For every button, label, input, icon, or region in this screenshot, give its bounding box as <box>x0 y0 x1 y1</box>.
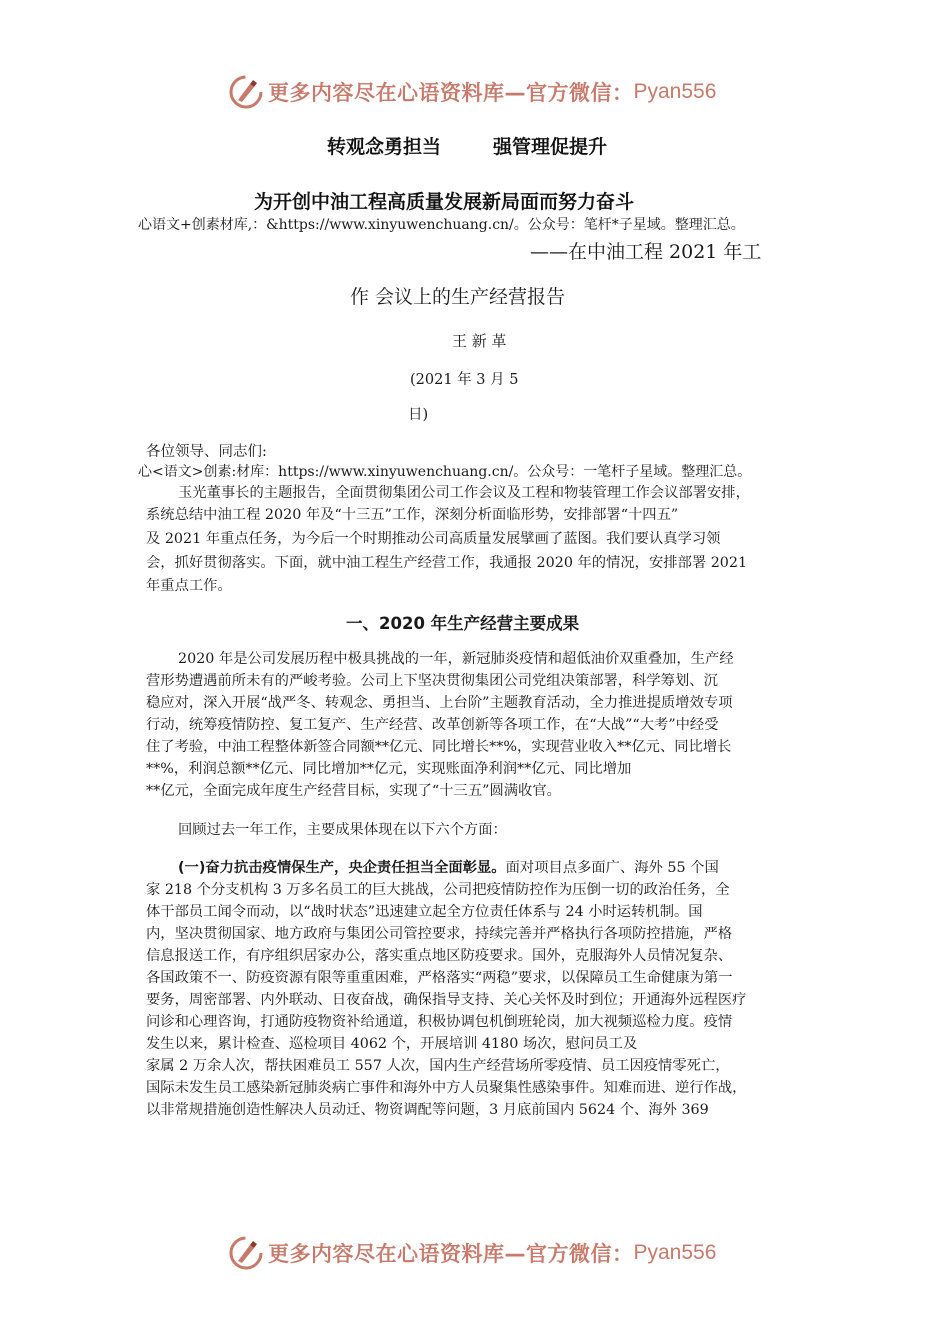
p1-line: **%，利润总额**亿元、同比增加**亿元，实现账面净利润**亿元、同比增加 <box>146 761 632 777</box>
p3-line: 问诊和心理咨询，打通防疫物资补给通道，积极协调包机倒班轮岗，加大视频巡检力度。疫情 <box>146 1014 733 1030</box>
title-line1-left: 转观念勇担当 <box>327 136 442 158</box>
p1-line: 2020 年是公司发展历程中极具挑战的一年，新冠肺炎疫情和超低油价双重叠加，生产经 <box>178 651 734 667</box>
intro-line: 年重点工作。 <box>146 578 232 594</box>
intro-line: 会，抓好贯彻落实。下面，就中油工程生产经营工作，我通报 2020 年的情况，安排部署 2021 <box>146 555 748 571</box>
p1-line: **亿元，全面完成年度生产经营目标，实现了“十三五”圆满收官。 <box>146 783 561 799</box>
watermark-line-1: 心语文+创素材库,：&https://www.xinyuwenchuang.cn/。公众号：笔杆*子星域。整理汇总。 <box>138 217 745 233</box>
intro-line: 及 2021 年重点任务，为今后一个时期推动公司高质量发展擘画了蓝图。我们要认真学习领 <box>146 531 721 547</box>
p2-review: 回顾过去一年工作，主要成果体现在以下六个方面： <box>178 822 507 838</box>
p3-line: 各国政策不一、防疫资源有限等重重困难，严格落实“两稳”要求，以保障员工生命健康为第一 <box>146 970 733 986</box>
intro-line: 系统总结中油工程 2020 年及“十三五”工作，深刻分析面临形势，安排部署“十四五” <box>146 507 679 523</box>
p3-line: 信息报送工作，有序组织居家办公，落实重点地区防疫要求。国外，克服海外人员情况复杂、 <box>146 948 733 964</box>
date-part-b: 日) <box>408 407 429 423</box>
p3-first-rest: 面对项目点多面广、海外 55 个国 <box>505 860 719 876</box>
p3-line: 国际未发生员工感染新冠肺炎病亡事件和海外中方人员聚集性感染事件。知难而进、逆行作战， <box>146 1080 747 1096</box>
subtitle-part-b: 作 会议上的生产经营报告 <box>350 286 566 308</box>
title-line2: 为开创中油工程高质量发展新局面而努力奋斗 <box>254 191 635 213</box>
footer-banner <box>228 1233 728 1273</box>
subtitle-part-a: ——在中油工程 2021 年工 <box>530 241 762 263</box>
intro-line: 玉光董事长的主题报告，全面贯彻集团公司工作会议及工程和物装管理工作会议部署安排， <box>178 485 750 501</box>
p3-line: 以非常规措施创造性解决人员动迁、物资调配等问题，3 月底前国内 5624 个、海外 369 <box>146 1102 709 1118</box>
banner-wechat-id: Pyan556 <box>633 1241 717 1264</box>
section-heading-1: 一、2020 年生产经营主要成果 <box>346 614 580 633</box>
p3-line: 家 218 个分支机构 3 万多名员工的巨大挑战，公司把疫情防控作为压倒一切的政治任务，全 <box>146 882 730 898</box>
banner-text: 更多内容尽在心语资料库—官方微信： <box>268 81 634 105</box>
p1-line: 住了考验，中油工程整体新签合同额**亿元、同比增长**%，实现营业收入**亿元、同比增长 <box>146 739 732 755</box>
p3-line: 发生以来，累计检查、巡检项目 4062 个，开展培训 4180 场次，慰问员工及 <box>146 1036 638 1052</box>
author: 王 新 革 <box>452 332 507 350</box>
p3-line: 内，坚决贯彻国家、地方政府与集团公司管控要求，持续完善并严格执行各项防控措施，严格 <box>146 926 733 942</box>
p1-line: 稳应对，深入开展“战严冬、转观念、勇担当、上台阶”主题教育活动，全力推进提质增效专项 <box>146 695 733 711</box>
title-line1-right: 强管理促提升 <box>493 136 608 158</box>
watermark-line-2: 心<语文>创素:材库：https://www.xinyuwenchuang.cn/。公众号：一笔杆子星域。整理汇总。 <box>138 464 752 480</box>
p3-line: 体干部员工闻令而动，以“战时状态”迅速建立起全方位责任体系与 24 小时运转机制。国 <box>146 904 703 920</box>
pen-logo-icon <box>228 1235 264 1271</box>
header-banner <box>228 72 728 112</box>
p3-line: 家属 2 万余人次，帮扶困难员工 557 人次，国内生产经营场所零疫情、员工因疫情零死亡， <box>146 1058 730 1074</box>
p3-first-line <box>178 857 719 879</box>
date-part-a: (2021 年 3 月 5 <box>410 372 519 388</box>
banner-text: 更多内容尽在心语资料库—官方微信： <box>268 1242 634 1266</box>
banner-wechat-id: Pyan556 <box>633 80 717 103</box>
p1-line: 行动，统筹疫情防控、复工复产、生产经营、改革创新等各项工作，在“大战”“大考”中经受 <box>146 717 719 733</box>
p3-bold-heading: (一)奋力抗击疫情保生产，央企责任担当全面彰显。 <box>178 860 506 876</box>
greeting: 各位领导、同志们: <box>146 444 267 460</box>
pen-logo-icon <box>228 74 264 110</box>
p1-line: 营形势遭遇前所未有的严峻考验。公司上下坚决贯彻集团公司党组决策部署，科学筹划、沉 <box>146 673 718 689</box>
p3-line: 要务，周密部署、内外联动、日夜奋战，确保指导支持、关心关怀及时到位；开通海外远程医疗 <box>146 992 747 1008</box>
